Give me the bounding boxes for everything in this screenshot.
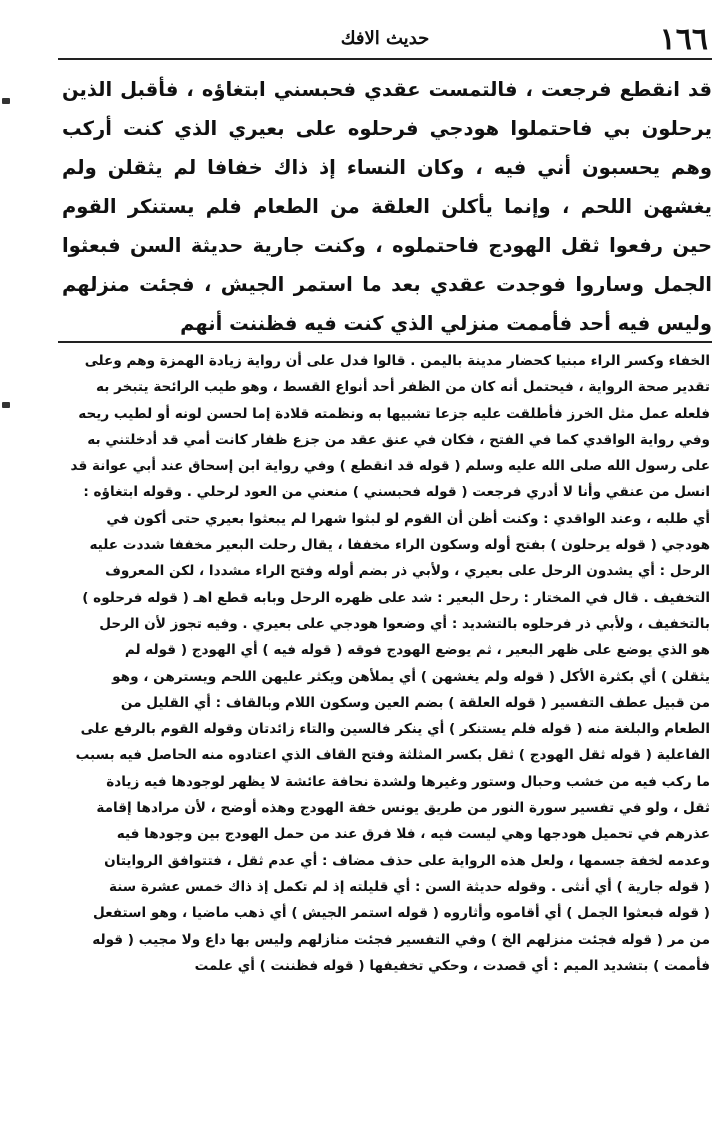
commentary-line: ( قوله جارية ) أي أنثى . وقوله حديثة السن : أي قليلته إذ لم تكمل إذ ذاك خمس عشرة سنة: [108, 878, 710, 895]
page-header: [60, 22, 710, 62]
commentary-line: من قبيل عطف التفسير ( قوله العلقة ) بضم العين وسكون اللام وبالقاف : أي القليل من: [120, 694, 710, 711]
margin-mark: [2, 98, 10, 104]
commentary: [60, 348, 710, 979]
commentary-line: ثقل ، ولو في تفسير سورة النور من طريق يونس خفة الهودج وهذه أوضح ، لأن مرادها إقامة: [96, 800, 710, 817]
commentary-line: على رسول الله صلى الله عليه وسلم ( قوله قد انقطع ) وفي رواية ابن إسحاق عند أبي عوانة قد: [70, 458, 710, 475]
commentary-line: وعدمه لخفة جسمها ، ولعل هذه الرواية على حذف مضاف : أي عدم ثقل ، فتتوافق الروايتان: [104, 852, 710, 869]
margin-mark: [2, 402, 10, 408]
commentary-line: انسل من عنقي وأنا لا أدري فرجعت ( قوله فحبسني ) منعني من العود لرحلي . وقوله ابتغاؤه :: [83, 484, 710, 501]
commentary-line: عذرهم في تحميل هودجها وهي ليست فيه ، فلا فرق عند من حمل الهودج بين وجودها فيه: [116, 826, 710, 843]
commentary-line: بالتخفيف ، ولأبي ذر فرحلوه بالتشديد : أي وضعوا هودجي على بعيري . وفيه تجوز لأن الرحل: [99, 615, 710, 632]
commentary-line: ما ركب فيه من خشب وحبال وستور وغيرها ولشدة نحافة عائشة لا يظهر لوجودها فيه زيادة: [106, 773, 710, 790]
commentary-line: فأممت ) بتشديد الميم : أي قصدت ، وحكي تخفيفها ( قوله فظننت ) أي علمت: [194, 957, 710, 974]
commentary-line: الرحل : أي يشدون الرحل على بعيري ، ولأبي ذر بضم أوله وفتح الراء مشددا ، لكن المعروف: [105, 563, 710, 580]
commentary-line: وفي رواية الواقدي كما في الفتح ، فكان في عنق عقد من جزع ظفار كانت أمي قد أدخلتني به: [87, 431, 710, 448]
commentary-line: الخفاء وكسر الراء مبنيا كحضار مدينة باليمن . قالوا فدل على أن رواية زيادة الهمزة وهم وعلى: [84, 353, 710, 369]
commentary-line: يثقلن ) أي بكثرة الأكل ( قوله ولم يغشهن ) أي يملأهن ويكثر عليهن اللحم ويسترهن ، وهو: [112, 668, 710, 685]
commentary-line: هودجي ( قوله يرحلون ) بفتح أوله وسكون الراء مخففا ، يقال رحلت البعير مخففا شددت عليه: [89, 537, 710, 554]
hadith-text: قد انقطع فرجعت ، فالتمست عقدي فحبسني ابتغاؤه ، فأقبل الذين يرحلون بي فاحتملوا هودجي فرحلوه على بعيري الذي كنت أركب وهم يحسبون أني فيه ، وكان النساء إذ ذاك خفافا لم يثقلن ولم يغشهن اللحم ، وإنما يأكلن العلقة من الطعام فلم يستنكر القوم حين رفعوا ثقل الهودج فاحتملوه ، وكنت جارية حديثة السن فبعثوا الجمل وساروا فوجدت عقدي بعد ما استمر الجيش ، فجئت منزلهم وليس فيه أحد فأممت منزلي الذي كنت فيه فظننت أنهم: [62, 78, 712, 335]
commentary-line: أي طلبه ، وعند الواقدي : وكنت أظن أن القوم لو لبثوا شهرا لم يبعثوا بعيري حتى أكون في: [106, 510, 710, 527]
commentary-line: الطعام والبلغة منه ( قوله فلم يستنكر ) أي ينكر فالسين والتاء زائدتان وقوله القوم بالرفع على: [80, 721, 710, 738]
commentary-line: ( قوله فبعثوا الجمل ) أي أقاموه وأثاروه ( قوله استمر الجيش ) أي ذهب ماضيا ، وهو استفعل: [92, 905, 710, 922]
header-rule: [58, 58, 712, 60]
commentary-line: التخفيف . قال في المختار : رحل البعير : شد على ظهره الرحل وبابه قطع اهـ ( قوله فرحلوه ): [82, 589, 710, 606]
commentary-line: الفاعلية ( قوله ثقل الهودج ) ثقل بكسر المثلثة وفتح القاف الذي اعتادوه منه الحاصل فيه بسبب: [75, 747, 710, 764]
commentary-line: فلعله عمل مثل الخرز فأطلقت عليه جزعا تشبيها به ونظمته قلادة إما لحسن لونه أو لطيب ريحه: [78, 405, 710, 422]
commentary-line: تقدير صحة الرواية ، فيحتمل أنه كان من الظفر أحد أنواع القسط ، وهو طيب الرائحة يتبخر به: [96, 379, 710, 396]
page-number: ١٦٦: [659, 22, 708, 57]
divider-rule: [58, 341, 712, 343]
commentary-line: هو الذي يوضع على ظهر البعير ، ثم يوضع الهودج فوقه ( قوله فيه ) أي الهودج ( قوله لم: [124, 642, 710, 659]
running-title: حديث الافك: [340, 28, 430, 49]
commentary-line: من مر ( قوله فجئت منزلهم الخ ) وفي التفسير فجئت منازلهم وليس بها داع ولا مجيب ( قوله: [92, 931, 710, 948]
